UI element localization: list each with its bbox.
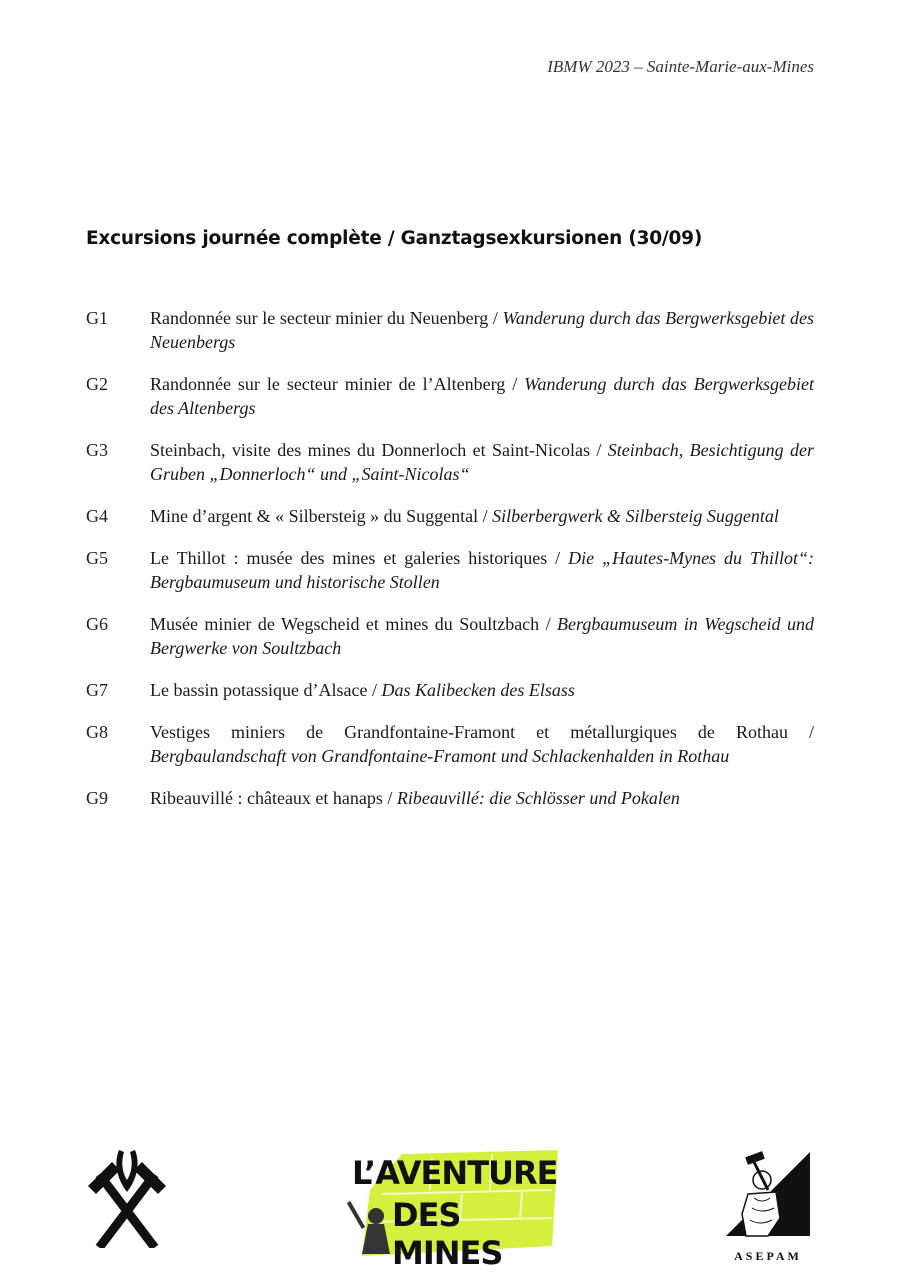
item-code: G7 (86, 680, 108, 700)
item-text (150, 786, 814, 810)
item-fr: Vestiges miniers de Grandfontaine-Framont et métallurgiques de Rothau / (150, 722, 814, 742)
item-code: G1 (86, 308, 108, 328)
list-item (86, 372, 814, 420)
item-de: Silberbergwerk & Silbersteig Suggental (492, 506, 779, 526)
item-fr: Randonnée sur le secteur minier de l’Altenberg / (150, 374, 525, 394)
item-de: Bergbaumuseum in Wegscheid und Bergwerke von Soultzbach (150, 614, 814, 658)
item-de: Die „Hautes-Mynes du Thillot“: Bergbaumuseum und historische Stollen (150, 548, 814, 592)
list-item (86, 678, 814, 702)
item-code: G9 (86, 788, 108, 808)
aventure-line1: L’AVENTURE (352, 1154, 558, 1192)
item-code: G4 (86, 506, 108, 526)
list-item (86, 546, 814, 594)
item-de: Wanderung durch das Bergwerksgebiet des Neuenbergs (150, 308, 814, 352)
miner-icon (718, 1144, 818, 1244)
item-code: G2 (86, 374, 108, 394)
item-text (150, 612, 814, 660)
item-text (150, 504, 814, 528)
item-fr: Mine d’argent & « Silbersteig » du Suggental / (150, 506, 493, 526)
list-item (86, 786, 814, 810)
aventure-logo (342, 1150, 558, 1272)
list-item (86, 612, 814, 660)
item-code: G8 (86, 722, 108, 742)
list-item (86, 306, 814, 354)
excursion-list (86, 306, 814, 828)
item-fr: Ribeauvillé : châteaux et hanaps / (150, 788, 397, 808)
item-text (150, 678, 814, 702)
list-item (86, 504, 814, 528)
footer-logos (0, 1140, 900, 1272)
list-item (86, 720, 814, 768)
item-text (150, 306, 814, 354)
section-title: Excursions journée complète / Ganztagsexkursionen (30/09) (86, 228, 703, 249)
item-text (150, 720, 814, 768)
item-fr: Le bassin potassique d’Alsace / (150, 680, 382, 700)
item-code: G3 (86, 440, 108, 460)
item-text (150, 546, 814, 594)
item-de: Wanderung durch das Bergwerksgebiet des Altenbergs (150, 374, 814, 418)
item-text (150, 438, 814, 486)
item-de: Ribeauvillé: die Schlösser und Pokalen (396, 788, 680, 808)
list-item (86, 438, 814, 486)
item-code: G5 (86, 548, 108, 568)
item-code: G6 (86, 614, 108, 634)
item-de: Bergbaulandschaft von Grandfontaine-Framont und Schlackenhalden in Rothau (150, 746, 730, 766)
item-text (150, 372, 814, 420)
item-fr: Randonnée sur le secteur minier du Neuenberg / (150, 308, 503, 328)
page-header: IBMW 2023 – Sainte-Marie-aux-Mines (547, 57, 814, 76)
aventure-line2: DES MINES (392, 1196, 503, 1272)
asepam-label: ASEPAM (734, 1249, 802, 1263)
hammers-logo-icon (86, 1148, 168, 1248)
item-fr: Le Thillot : musée des mines et galeries historiques / (150, 548, 569, 568)
asepam-logo (718, 1144, 818, 1264)
item-de: Das Kalibecken des Elsass (381, 680, 575, 700)
item-de: Steinbach, Besichtigung der Gruben „Donnerloch“ und „Saint-Nicolas“ (150, 440, 814, 484)
item-fr: Steinbach, visite des mines du Donnerloch et Saint-Nicolas / (150, 440, 608, 460)
item-fr: Musée minier de Wegscheid et mines du Soultzbach / (150, 614, 558, 634)
